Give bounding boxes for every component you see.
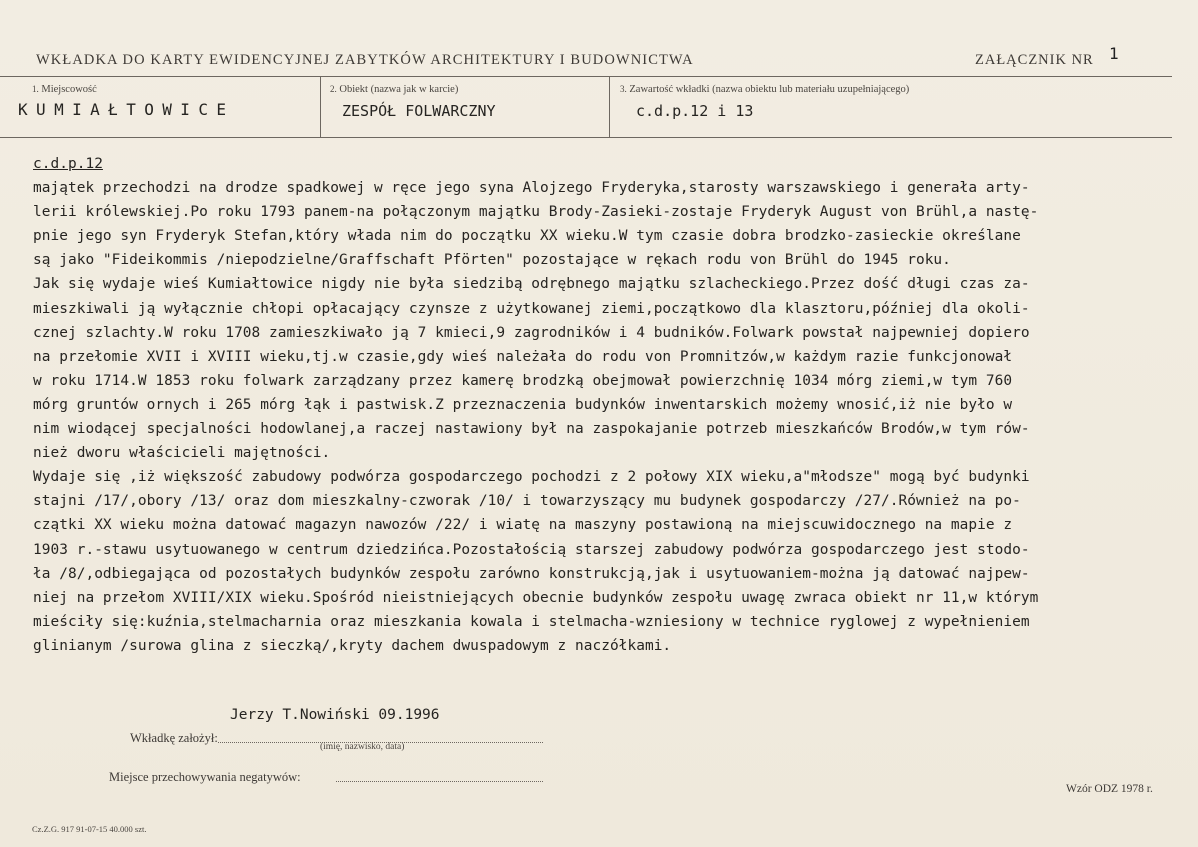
text-line: Wydaje się ,iż większość zabudowy podwórza gospodarczego pochodzi z 2 połowy XIX wieku,a"młodsze" mogą być budynki <box>33 469 1030 486</box>
object-value: ZESPÓŁ FOLWARCZNY <box>342 102 496 120</box>
content-label: 3. Zawartość wkładki (nazwa obiektu lub materiału uzupełniającego) <box>620 84 910 95</box>
template-note: Wzór ODZ 1978 r. <box>1066 783 1153 795</box>
section-heading: c.d.p.12 <box>33 156 103 172</box>
text-line: niej na przełom XVIII/XIX wieku.Spośród nieistniejących obecnie budynków zespołu uwagę zwraca obiekt nr 11,w którym <box>33 589 1039 606</box>
text-line: glinianym /surowa glina z sieczką/,kryty dachem dwuspadowym z naczółkami. <box>33 637 672 654</box>
text-line: cznej szlachty.W roku 1708 zamieszkiwało ją 7 kmieci,9 zagrodników i 4 budników.Folwark powstał najpewniej dopiero <box>33 324 1030 341</box>
author-label: Wkładkę założył: <box>130 731 218 745</box>
document-body <box>33 152 1183 658</box>
text-line: nim wiodącej specjalności hodowlanej,a raczej nastawiony był na zaspokajanie potrzeb mieszkańców Brodów,w tym rów- <box>33 421 1030 438</box>
author-value: Jerzy T.Nowiński 09.1996 <box>230 707 440 723</box>
object-label: 2. Obiekt (nazwa jak w karcie) <box>330 84 459 95</box>
attachment-label: ZAŁĄCZNIK NR <box>975 52 1094 68</box>
attachment-number: 1 <box>1109 44 1119 63</box>
text-line: Jak się wydaje wieś Kumiałtowice nigdy nie była siedzibą odrębnego majątku szlacheckiego.Przez dość długi czas za- <box>33 276 1030 293</box>
text-line: na przełomie XVII i XVIII wieku,tj.w czasie,gdy wieś należała do rodu von Promnitzów,w każdym razie funkcjonował <box>33 348 1013 365</box>
negatives-label: Miejsce przechowywania negatywów: <box>109 770 301 784</box>
text-line: czątki XX wieku można datować magazyn nawozów /22/ i wiatę na maszyny postawioną na miejscuwidocznego na mapie z <box>33 517 1013 534</box>
text-line: ła /8/,odbiegająca od pozostałych budynków zespołu zarówno konstrukcją,jak i usytuowaniem-można ją datować najpew- <box>33 565 1030 582</box>
text-line: lerii królewskiej.Po roku 1793 panem-na połączonym majątku Brody-Zasieki-zostaje Fryderyk August von Brühl,a nastę- <box>33 204 1039 221</box>
text-line: 1903 r.-stawu usytuowanego w centrum dziedzińca.Pozostałością starszej zabudowy podwórza gospodarczego jest stodo- <box>33 541 1030 558</box>
text-line: mieściły się:kuźnia,stelmacharnia oraz mieszkania kowala i stelmacha-wzniesiony w technice ryglowej z wypełnieniem <box>33 613 1030 630</box>
locality-label: 1. Miejscowość <box>32 84 97 95</box>
field-divider <box>609 76 610 137</box>
text-line: nież dworu właścicieli majętności. <box>33 445 331 462</box>
negatives-dotted-line <box>336 781 543 782</box>
text-line: pnie jego syn Fryderyk Stefan,który włada nim do początku XX wieku.W tym czasie dobra brodzko-zasieckie określane <box>33 228 1021 245</box>
field-divider <box>320 76 321 137</box>
text-line: są jako "Fideikommis /niepodzielne/Graffschaft Pförten" pozostające w rękach rodu von Brühl do 1945 roku. <box>33 252 951 269</box>
text-line: majątek przechodzi na drodze spadkowej w ręce jego syna Alojzego Fryderyka,starosty warszawskiego i generała arty- <box>33 180 1030 197</box>
printer-note: Cz.Z.G. 917 91-07-15 40.000 szt. <box>32 824 147 834</box>
author-hint: (imię, nazwisko, data) <box>320 742 405 752</box>
text-line: mórg gruntów ornych i 265 mórg łąk i pastwisk.Z przeznaczenia budynków inwentarskich możemy wnosić,iż nie było w <box>33 396 1013 413</box>
content-value: c.d.p.12 i 13 <box>636 102 754 120</box>
locality-value: KUMIAŁTOWICE <box>18 100 235 119</box>
text-line: stajni /17/,obory /13/ oraz dom mieszkalny-czworak /10/ i towarzyszący mu budynek gospodarczy /27/.Również na po- <box>33 493 1021 510</box>
text-line: mieszkiwali ją wyłącznie chłopi opłacający czynsze z użytkowanej ziemi,początkowo dla klasztoru,później dla okoli- <box>33 300 1030 317</box>
form-title: WKŁADKA DO KARTY EWIDENCYJNEJ ZABYTKÓW ARCHITEKTURY I BUDOWNICTWA <box>36 52 694 68</box>
text-line: w roku 1714.W 1853 roku folwark zarządzany przez kamerę brodzką obejmował powierzchnię 1034 mórg ziemi,w tym 760 <box>33 372 1013 389</box>
